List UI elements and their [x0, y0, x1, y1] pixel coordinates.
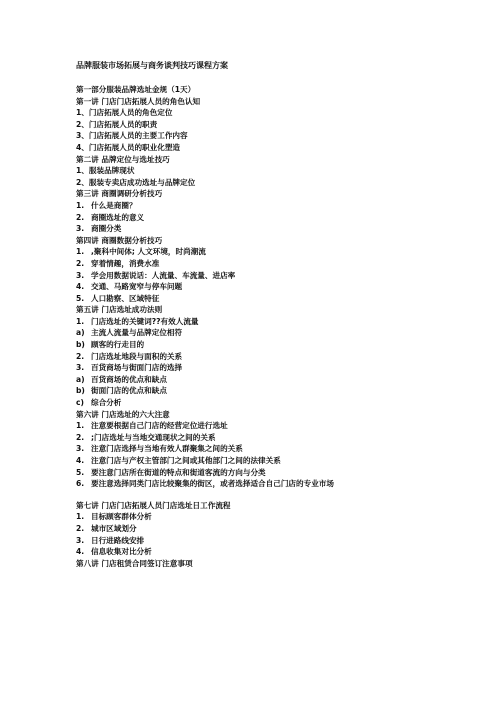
list-number: 2. [76, 523, 85, 533]
line-text: 第八讲 门店租赁合同签订注意事项 [76, 558, 193, 568]
line-text: 日行进路线安排 [91, 535, 145, 545]
line-text: 目标顾客群体分析 [91, 512, 152, 522]
list-number: 3. [76, 270, 85, 280]
text-line [76, 107, 476, 119]
line-text: 3、门店拓展人员的主要工作内容 [76, 131, 188, 141]
line-text: 第四讲 商圈数据分析技巧 [76, 235, 163, 245]
text-line [76, 188, 476, 200]
text-line [76, 304, 476, 316]
text-line [76, 467, 476, 479]
text-line [76, 281, 476, 293]
text-line [76, 96, 476, 108]
line-text: 要注意选择同类门店比较聚集的街区，或者选择适合自己门店的专业市场 [91, 479, 334, 489]
list-number: 1. [76, 200, 85, 210]
text-line [76, 443, 476, 455]
text-line [76, 362, 476, 374]
list-number: 1. [76, 421, 85, 431]
line-text: 4、门店拓展人员的职业化塑造 [76, 142, 181, 152]
line-text: ,聚科中间体; 人文环境，时尚潮流 [91, 247, 206, 257]
line-text: 要注意门店所在街道的特点和街道客流的方向与分类 [91, 467, 266, 477]
line-text: 第五讲 门店选址成功法则 [76, 305, 163, 315]
list-number: 2. [76, 212, 85, 222]
line-text: 第二讲 品牌定位与选址技巧 [76, 154, 170, 164]
list-number: 2. [76, 258, 85, 268]
text-line [76, 535, 476, 547]
document-title: 品牌服装市场拓展与商务谈判技巧课程方案 [76, 61, 228, 70]
text-line [76, 246, 476, 258]
text-line [76, 455, 476, 467]
text-line [76, 130, 476, 142]
list-number: 5. [76, 467, 85, 477]
line-text: 2、门店拓展人员的职责 [76, 119, 158, 129]
line-text: 注意门店与产权主管部门之间或其他部门之间的法律关系 [91, 456, 281, 465]
text-line [76, 293, 476, 305]
line-text: 2、服装专卖店成功选址与品牌定位 [76, 177, 196, 187]
line-text: 穿着情趣，消费水准 [91, 258, 160, 268]
line-text: ;门店选址与当地交通现状之间的关系 [91, 432, 216, 442]
list-number: 4. [76, 456, 85, 465]
text-line [76, 84, 476, 96]
line-text: 学会用数据说话：人流量、车流量、进店率 [91, 270, 236, 280]
list-number: 3. [76, 363, 85, 373]
text-line [76, 511, 476, 523]
line-text: 注意要根据自己门店的经营定位进行选址 [91, 421, 228, 431]
line-text: 第三讲 商圈调研分析技巧 [76, 189, 163, 199]
text-line [76, 235, 476, 247]
list-number: 4. [76, 547, 85, 557]
list-number: 4. [76, 282, 85, 292]
text-line [76, 270, 476, 282]
block-gap [76, 490, 476, 500]
text-line [76, 385, 476, 397]
text-line [76, 316, 476, 328]
text-line [76, 478, 476, 490]
text-line [76, 258, 476, 270]
line-text: 主流人流量与品牌定位相符 [91, 328, 183, 338]
text-line [76, 420, 476, 432]
line-text: 百货商场与街面门店的选择 [91, 363, 183, 373]
list-number: 3. [76, 535, 85, 545]
text-line [76, 432, 476, 444]
line-text: 注意门店选择与当地有效人群聚集之间的关系 [91, 444, 243, 454]
line-text: 街面门店的优点和缺点 [91, 386, 167, 396]
line-text: 门店选址地段与面积的关系 [91, 351, 183, 361]
list-number: 2. [76, 351, 85, 361]
list-number: a) [76, 328, 85, 338]
line-text: 商圈分类 [91, 224, 122, 234]
text-line [76, 500, 476, 512]
list-number: 3. [76, 444, 85, 454]
list-number: 2. [76, 432, 85, 442]
line-text: 顾客的行走目的 [91, 340, 145, 350]
line-text: 什么是商圈？ [91, 200, 137, 210]
line-text: 商圈选址的意义 [91, 212, 145, 222]
line-text: 城市区域划分 [91, 523, 137, 533]
text-line [76, 523, 476, 535]
line-text: 人口勘察、区域特征 [91, 293, 160, 303]
line-text: 第一讲 门店门店拓展人员的角色认知 [76, 96, 201, 106]
line-text: 第七讲 门店门店拓展人员门店选址日工作流程 [76, 500, 231, 510]
list-number: 5. [76, 293, 85, 303]
list-number: a) [76, 374, 85, 384]
list-number: 6. [76, 479, 85, 489]
list-number: b) [76, 340, 85, 350]
text-line [76, 119, 476, 131]
line-text: 交通、马路宽窄与停车问题 [91, 282, 183, 292]
line-text: 门店选址的关键词??有效人流量 [91, 316, 199, 326]
text-line [76, 409, 476, 421]
line-text: 信息收集对比分析 [91, 547, 152, 557]
text-line [76, 154, 476, 166]
list-number: 1. [76, 512, 85, 522]
list-number: 3. [76, 224, 85, 234]
text-line [76, 177, 476, 189]
line-text: 第六讲 门店选址的六大注意 [76, 409, 170, 419]
text-line [76, 351, 476, 363]
text-line [76, 165, 476, 177]
list-number: 1. [76, 316, 85, 326]
line-text: 百货商场的优点和缺点 [91, 374, 167, 384]
text-line [76, 200, 476, 212]
line-text: 第一部分服装品牌选址金规（1天） [76, 85, 196, 94]
text-line [76, 374, 476, 386]
text-line [76, 397, 476, 409]
list-number: c) [76, 398, 84, 408]
text-line [76, 142, 476, 154]
text-line [76, 212, 476, 224]
text-line [76, 339, 476, 351]
text-line [76, 327, 476, 339]
list-number: b) [76, 386, 85, 396]
line-text: 1、门店拓展人员的角色定位 [76, 108, 173, 118]
document-body [76, 84, 476, 569]
list-number: 1. [76, 247, 85, 257]
line-text: 1、服装品牌现状 [76, 166, 135, 176]
text-line [76, 546, 476, 558]
line-text: 综合分析 [91, 398, 122, 408]
text-line [76, 558, 476, 570]
text-line [76, 223, 476, 235]
